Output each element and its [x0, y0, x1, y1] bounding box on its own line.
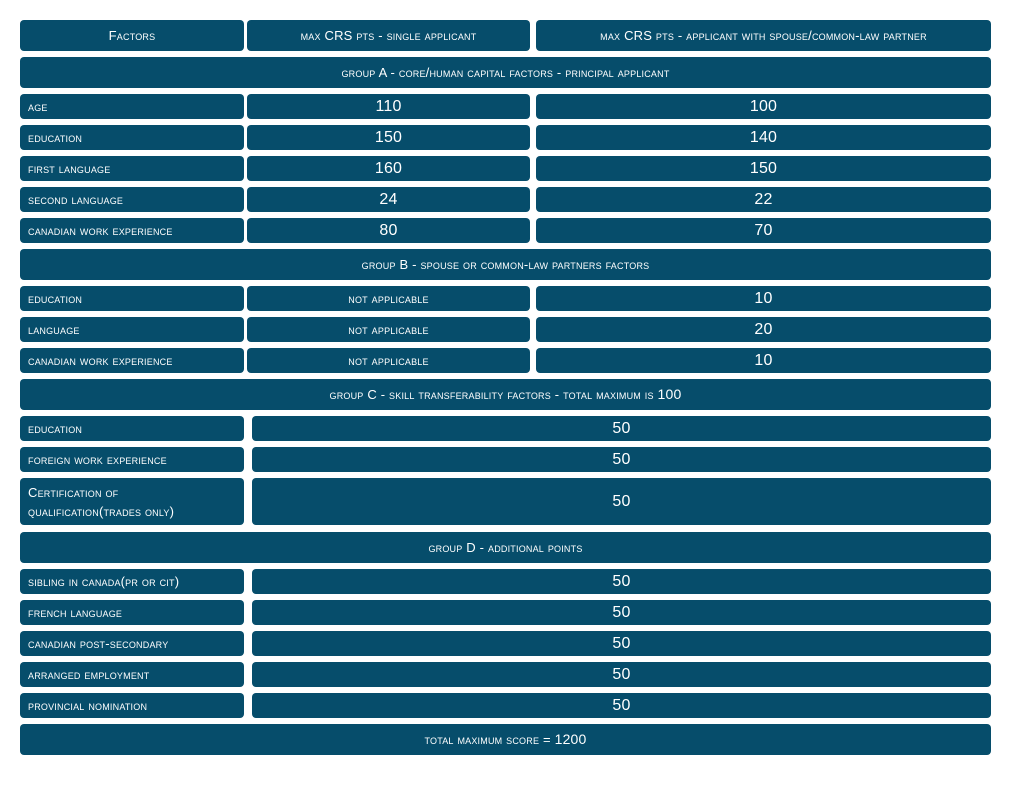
single-value: 110: [375, 98, 402, 115]
factor-cell: [20, 94, 244, 119]
factor-cell: [20, 218, 244, 243]
factor-cell: [20, 447, 244, 472]
spouse-value-cell: [536, 348, 991, 373]
header-factors-label: Factors: [108, 28, 156, 43]
factor-cell: [20, 662, 244, 687]
value-cell: [252, 416, 991, 441]
header-spouse-applicant: [536, 20, 991, 51]
single-value-cell: [247, 156, 530, 181]
spouse-value-cell: [536, 125, 991, 150]
single-value-cell: [247, 348, 530, 373]
single-value-cell: [247, 187, 530, 212]
group-c-title-label: group C - skill transferability factors - total maximum is: [329, 387, 654, 402]
value: 50: [612, 573, 631, 590]
spouse-value: 150: [749, 160, 778, 177]
single-value: 80: [379, 222, 398, 239]
single-value-cell: [247, 125, 530, 150]
group-c-title: [20, 379, 991, 410]
group-a-title-label: group A - core/human capital factors - principal applicant: [341, 65, 670, 80]
factor-cell: [20, 156, 244, 181]
header-single-label: max CRS pts - single applicant: [300, 28, 477, 43]
single-value: not applicable: [348, 322, 429, 337]
factor-label: french language: [28, 605, 123, 620]
value: 50: [612, 604, 631, 621]
factor-cell: [20, 286, 244, 311]
value-cell: [252, 662, 991, 687]
factor-label: sibling in canada(pr or cit): [28, 574, 180, 589]
factor-label: education: [28, 421, 83, 436]
factor-cell: [20, 478, 244, 525]
spouse-value-cell: [536, 286, 991, 311]
value: 50: [612, 420, 631, 437]
value-cell: [252, 600, 991, 625]
value-cell: [252, 631, 991, 656]
factor-label: arranged employment: [28, 667, 150, 682]
factor-cell: [20, 416, 244, 441]
spouse-value: 10: [754, 352, 773, 369]
factor-label: canadian post-secondary: [28, 636, 169, 651]
factor-label-line1: Certification of: [28, 484, 119, 500]
spouse-value: 10: [754, 290, 773, 307]
value: 50: [612, 451, 631, 468]
single-value-cell: [247, 94, 530, 119]
spouse-value-cell: [536, 317, 991, 342]
factor-label-line2: qualification(trades only): [28, 503, 175, 519]
header-factors: [20, 20, 244, 51]
single-value-cell: [247, 317, 530, 342]
single-value: 24: [379, 191, 398, 208]
factor-label: canadian work experience: [28, 223, 173, 238]
spouse-value: 140: [749, 129, 778, 146]
value: 50: [612, 493, 631, 510]
factor-label: first language: [28, 161, 111, 176]
value-cell: [252, 569, 991, 594]
value: 50: [612, 666, 631, 683]
spouse-value-cell: [536, 187, 991, 212]
factor-cell: [20, 187, 244, 212]
total-row: [20, 724, 991, 755]
spouse-value: 22: [754, 191, 773, 208]
value: 50: [612, 697, 631, 714]
factor-label: education: [28, 291, 83, 306]
single-value: not applicable: [348, 291, 429, 306]
factor-label: second language: [28, 192, 124, 207]
factor-cell: [20, 631, 244, 656]
value-cell: [252, 447, 991, 472]
factor-label: language: [28, 322, 80, 337]
factor-cell: [20, 569, 244, 594]
factor-cell: [20, 600, 244, 625]
factor-cell: [20, 693, 244, 718]
spouse-value-cell: [536, 156, 991, 181]
single-value: 150: [374, 129, 403, 146]
spouse-value-cell: [536, 218, 991, 243]
single-value: not applicable: [348, 353, 429, 368]
single-value-cell: [247, 286, 530, 311]
factor-label: canadian work experience: [28, 353, 173, 368]
group-d-title-label: group D - additional points: [428, 540, 583, 555]
value: 50: [612, 635, 631, 652]
spouse-value: 70: [754, 222, 773, 239]
group-b-title: [20, 249, 991, 280]
factor-label: provincial nomination: [28, 698, 148, 713]
total-value: 1200: [554, 731, 587, 747]
value-cell: [252, 478, 991, 525]
single-value-cell: [247, 218, 530, 243]
factor-cell: [20, 125, 244, 150]
factor-label: age: [28, 99, 48, 114]
factor-label: foreign work experience: [28, 452, 167, 467]
group-a-title: [20, 57, 991, 88]
group-c-title-value: 100: [657, 386, 682, 402]
factor-cell: [20, 348, 244, 373]
factor-cell: [20, 317, 244, 342]
spouse-value: 20: [754, 321, 773, 338]
group-b-title-label: group B - spouse or common-law partners factors: [361, 257, 650, 272]
spouse-value: 100: [749, 98, 778, 115]
factor-label: education: [28, 130, 83, 145]
value-cell: [252, 693, 991, 718]
group-d-title: [20, 532, 991, 563]
total-label: total maximum score =: [424, 732, 551, 747]
single-value: 160: [374, 160, 403, 177]
header-spouse-label: max CRS pts - applicant with spouse/common-law partner: [600, 28, 927, 43]
header-single-applicant: [247, 20, 530, 51]
spouse-value-cell: [536, 94, 991, 119]
